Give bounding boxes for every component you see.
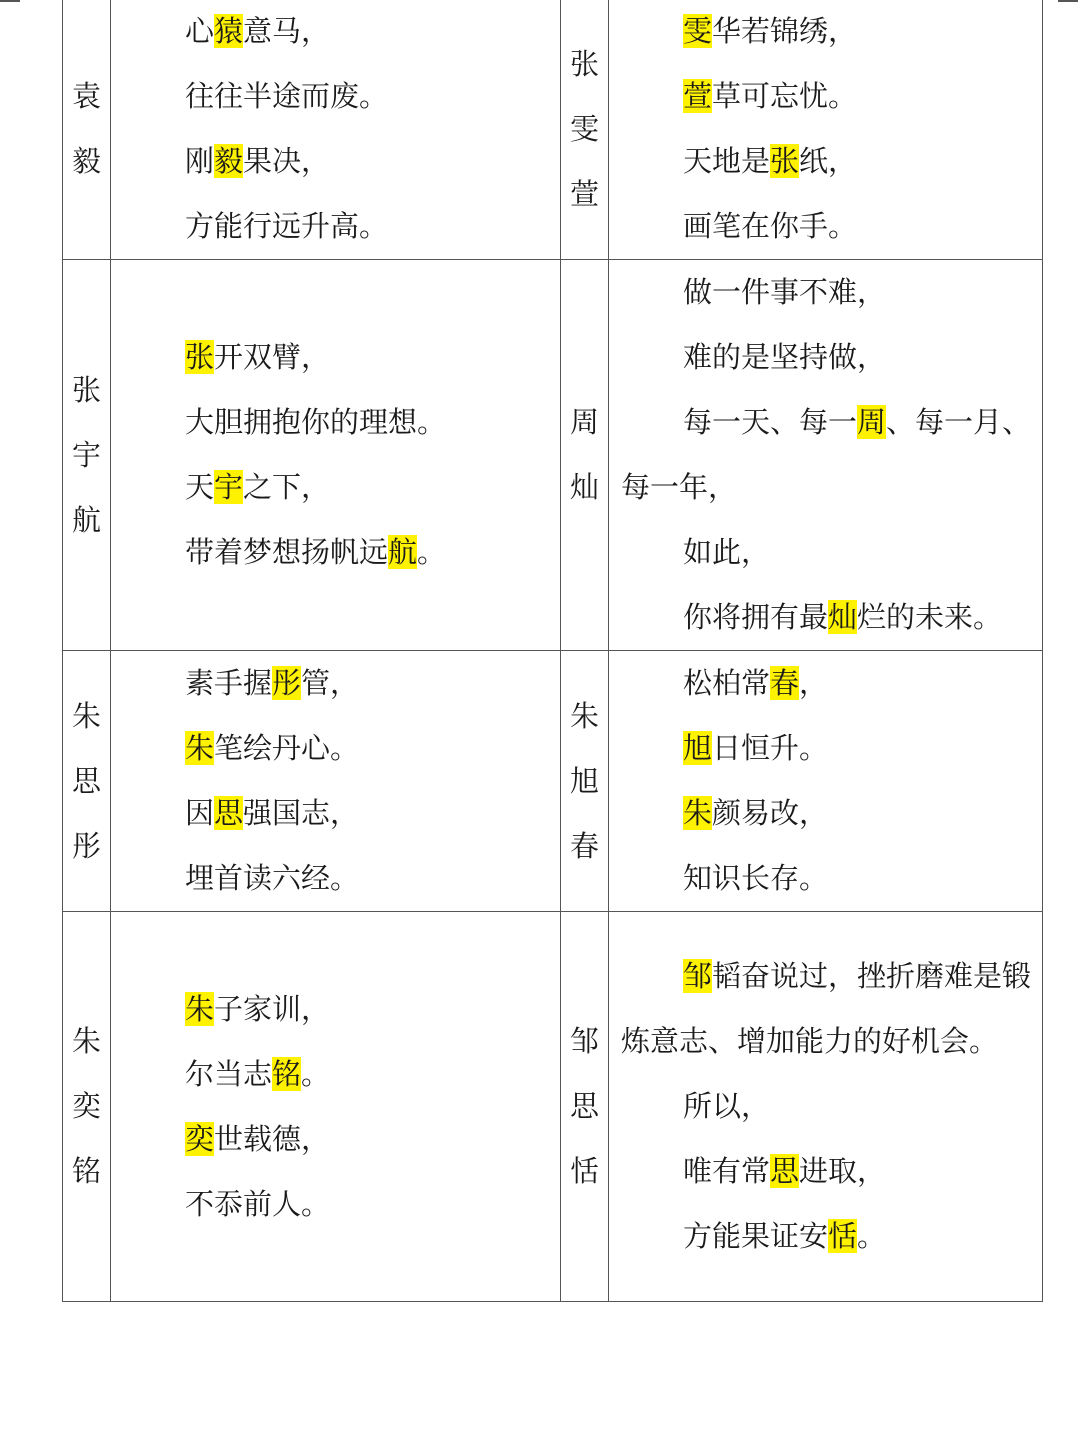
poem-line <box>111 1042 560 1107</box>
poem-text <box>111 977 560 1237</box>
name-character: 灿 <box>569 470 599 504</box>
poem-line <box>621 585 1034 650</box>
poem-fragment: 笔绘丹心。 <box>214 731 360 765</box>
poem-fragment: 子家训， <box>214 991 331 1026</box>
poem-fragment: 世载德， <box>214 1121 331 1156</box>
poem-cell <box>609 651 1043 912</box>
student-name-cell <box>561 912 609 1302</box>
poem-line <box>621 651 1034 716</box>
name-character: 邹 <box>569 1024 599 1058</box>
poem-line <box>621 325 1034 390</box>
poem-text <box>111 325 560 585</box>
poem-fragment: 不忝前人。 <box>185 1186 331 1221</box>
highlighted-character: 张 <box>185 340 215 374</box>
poem-fragment: 知识长存。 <box>683 861 829 895</box>
poem-fragment: 难的是坚持做， <box>683 340 887 374</box>
poem-fragment: 强国志， <box>243 796 360 830</box>
top-rule-right <box>1058 0 1078 2</box>
poem-wrapper <box>111 651 560 911</box>
student-name-cell <box>561 0 609 260</box>
poem-fragment: 刚 <box>185 144 215 178</box>
poem-wrapper <box>609 651 1042 911</box>
name-character: 彤 <box>71 828 101 863</box>
poem-fragment: 天 <box>185 470 215 504</box>
name-character: 朱 <box>71 1024 101 1058</box>
poem-fragment: 纸， <box>799 144 858 178</box>
name-character: 航 <box>71 502 101 537</box>
poem-line <box>111 325 560 390</box>
poem-line <box>621 1139 1034 1204</box>
highlighted-character: 猿 <box>214 14 244 48</box>
poem-fragment: 韬奋说过，挫折磨难是锻炼意志、增加能力的好机会。 <box>621 959 1032 1058</box>
student-name-cell <box>63 912 111 1302</box>
name-character: 雯 <box>569 111 599 146</box>
poem-fragment: 方能行远升高。 <box>185 209 389 243</box>
highlighted-character: 朱 <box>185 731 215 765</box>
highlighted-character: 航 <box>388 535 418 569</box>
poem-line <box>111 1107 560 1172</box>
student-name <box>561 390 608 520</box>
table-row <box>63 0 1043 260</box>
poem-fragment: 草可忘忧。 <box>712 79 858 113</box>
highlighted-character: 雯 <box>683 14 713 48</box>
name-character: 旭 <box>569 763 599 798</box>
poem-fragment: 。 <box>857 1219 887 1253</box>
name-character: 张 <box>569 46 599 81</box>
poem-fragment: 带着梦想扬帆远 <box>185 535 389 569</box>
poem-text <box>609 260 1042 650</box>
poem-line <box>621 944 1034 1074</box>
name-character: 周 <box>569 405 599 439</box>
highlighted-character: 朱 <box>185 991 215 1026</box>
table-body <box>63 0 1043 1302</box>
poem-line <box>111 0 560 64</box>
poem-line <box>621 0 1034 64</box>
poem-wrapper <box>609 944 1042 1269</box>
highlighted-character: 思 <box>214 796 244 830</box>
poem-line <box>111 520 560 585</box>
poem-line <box>111 651 560 716</box>
table-row <box>63 260 1043 651</box>
poem-line <box>621 1074 1034 1139</box>
poem-fragment: ， <box>799 666 829 700</box>
poem-fragment: 、每一月、每一年， <box>621 405 1032 504</box>
poem-line <box>621 520 1034 585</box>
highlighted-character: 灿 <box>828 600 858 634</box>
poem-line <box>621 260 1034 325</box>
name-character: 奕 <box>71 1089 101 1123</box>
poem-cell <box>609 912 1043 1302</box>
student-name <box>561 684 608 879</box>
student-name-cell <box>63 260 111 651</box>
poem-fragment: 埋首读六经。 <box>185 861 360 895</box>
name-character: 思 <box>569 1089 599 1123</box>
poem-fragment: 。 <box>301 1056 331 1091</box>
poem-fragment: 方能果证安 <box>683 1219 829 1253</box>
name-character: 朱 <box>71 698 101 733</box>
name-character: 朱 <box>569 698 599 733</box>
highlighted-character: 朱 <box>683 796 713 830</box>
student-name-cell <box>63 651 111 912</box>
highlighted-character: 铭 <box>272 1056 302 1091</box>
student-name <box>63 1009 110 1204</box>
poem-fragment: 松柏常 <box>683 666 771 700</box>
poem-fragment: 进取， <box>799 1154 887 1188</box>
poem-fragment: 颜易改， <box>712 796 829 830</box>
name-character: 萱 <box>569 176 599 211</box>
poem-line <box>111 390 560 455</box>
poem-text <box>111 0 560 259</box>
name-character: 春 <box>569 828 599 863</box>
poem-line <box>111 846 560 911</box>
poem-cell <box>111 912 561 1302</box>
top-rule-left <box>0 0 20 2</box>
student-name <box>561 1009 608 1204</box>
poem-fragment: 往往半途而废。 <box>185 79 389 113</box>
poem-fragment: 日恒升。 <box>712 731 829 765</box>
highlighted-character: 彤 <box>272 666 302 700</box>
highlighted-character: 奕 <box>185 1121 215 1156</box>
name-character: 袁 <box>71 79 101 113</box>
poem-line <box>111 455 560 520</box>
poem-fragment: 素手握 <box>185 666 273 700</box>
name-character: 恬 <box>569 1154 599 1188</box>
name-character: 毅 <box>71 144 101 178</box>
student-name-cell <box>63 0 111 260</box>
poem-text <box>609 0 1042 259</box>
poem-fragment: 如此， <box>683 535 771 569</box>
poem-fragment: 做一件事不难， <box>683 275 887 309</box>
poem-line <box>621 846 1034 911</box>
student-name-cell <box>561 260 609 651</box>
poem-wrapper <box>111 0 560 259</box>
name-character: 张 <box>71 372 101 407</box>
poem-wrapper <box>111 325 560 585</box>
highlighted-character: 张 <box>770 144 800 178</box>
poem-fragment: 画笔在你手。 <box>683 209 858 243</box>
poem-line <box>111 1172 560 1237</box>
poem-fragment: 唯有常 <box>683 1154 771 1188</box>
poem-line <box>621 1204 1034 1269</box>
table-row <box>63 651 1043 912</box>
poem-line <box>111 716 560 781</box>
student-name <box>63 684 110 879</box>
poem-line <box>621 194 1034 259</box>
student-name <box>561 32 608 227</box>
poem-wrapper <box>609 260 1042 650</box>
poem-fragment: 所以， <box>683 1089 771 1123</box>
poem-fragment: 心 <box>185 14 215 48</box>
poem-wrapper <box>609 0 1042 259</box>
poem-cell <box>111 260 561 651</box>
name-character: 铭 <box>71 1154 101 1188</box>
student-name <box>63 358 110 553</box>
poem-line <box>621 129 1034 194</box>
poem-fragment: 果决， <box>243 144 331 178</box>
poem-line <box>111 194 560 259</box>
poem-fragment: 因 <box>185 796 215 830</box>
poem-fragment: 天地是 <box>683 144 771 178</box>
poem-cell <box>609 0 1043 260</box>
student-name <box>63 64 110 194</box>
poem-cell <box>609 260 1043 651</box>
poem-fragment: 烂的未来。 <box>857 600 1003 634</box>
highlighted-character: 毅 <box>214 144 244 178</box>
student-name-cell <box>561 651 609 912</box>
poem-line <box>621 781 1034 846</box>
acrostic-poem-table <box>62 0 1043 1302</box>
poem-fragment: 管， <box>301 666 360 700</box>
poem-line <box>111 129 560 194</box>
poem-fragment: 开双臂， <box>214 340 331 374</box>
poem-wrapper <box>111 977 560 1237</box>
poem-fragment: 大胆拥抱你的理想。 <box>185 405 447 439</box>
highlighted-character: 邹 <box>683 959 713 993</box>
highlighted-character: 旭 <box>683 731 713 765</box>
poem-fragment: 华若锦绣， <box>712 14 858 48</box>
poem-line <box>111 781 560 846</box>
name-character: 思 <box>71 763 101 798</box>
poem-fragment: 意马， <box>243 14 331 48</box>
name-character: 宇 <box>71 437 101 472</box>
poem-text <box>111 651 560 911</box>
poem-line <box>621 64 1034 129</box>
highlighted-character: 萱 <box>683 79 713 113</box>
poem-line <box>111 977 560 1042</box>
poem-line <box>621 716 1034 781</box>
poem-line <box>621 390 1034 520</box>
poem-line <box>111 64 560 129</box>
highlighted-character: 思 <box>770 1154 800 1188</box>
highlighted-character: 周 <box>857 405 887 439</box>
highlighted-character: 春 <box>770 666 800 700</box>
highlighted-character: 宇 <box>214 470 244 504</box>
poem-fragment: 之下， <box>243 470 331 504</box>
poem-fragment: 每一天、每一 <box>683 405 858 439</box>
poem-text <box>609 944 1042 1269</box>
poem-cell <box>111 0 561 260</box>
table-row <box>63 912 1043 1302</box>
poem-cell <box>111 651 561 912</box>
poem-fragment: 。 <box>417 535 447 569</box>
poem-fragment: 尔当志 <box>185 1056 273 1091</box>
poem-text <box>609 651 1042 911</box>
highlighted-character: 恬 <box>828 1219 858 1253</box>
poem-fragment: 你将拥有最 <box>683 600 829 634</box>
